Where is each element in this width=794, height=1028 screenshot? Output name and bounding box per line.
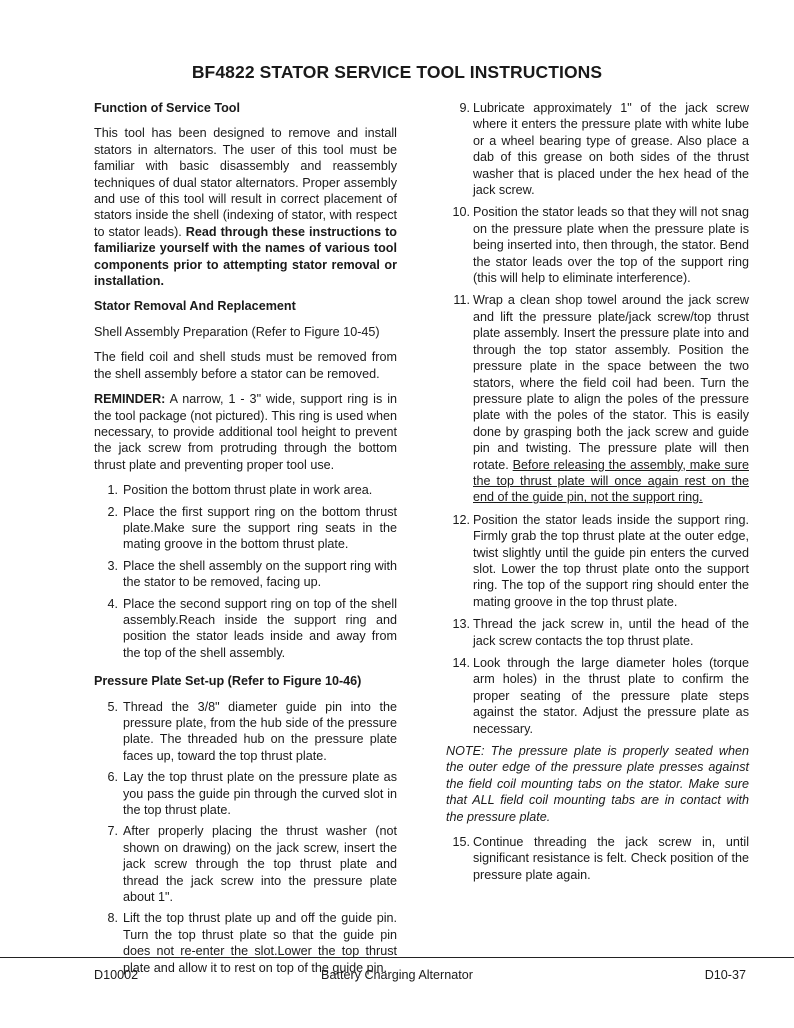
footer-divider: [0, 957, 794, 958]
footer-page-number: D10-37: [704, 968, 746, 982]
step-number: 1.: [107, 483, 118, 498]
reminder-text: A narrow, 1 - 3" wide, support ring is in the tool package (not pictured). This ring is used when necessary, to provide additional tool height to prevent the jack screw from protruding through the bottom thrust plate and preventing proper tool use.: [94, 392, 398, 472]
steps-list-a: [94, 482, 397, 661]
step-text: Place the shell assembly on the support ring with the stator to be removed, facing up.: [123, 558, 397, 590]
step-number: 9.: [459, 101, 470, 115]
setup-heading: Pressure Plate Set-up (Refer to Figure 10-46): [94, 674, 362, 689]
step-text: Thread the 3/8" diameter guide pin into the pressure plate, from the hub side of the pressure plate. The threaded hub on the pressure plate faces up, toward the top thrust plate.: [123, 699, 397, 763]
left-column: [94, 100, 397, 981]
function-paragraph: [94, 125, 397, 289]
step-number: 2.: [107, 504, 118, 519]
function-text: This tool has been designed to remove and install stators in alternators. The user of this tool must be familiar with basic disassembly and reassembly techniques of dual stator alternators. Proper assembly and use of this tool will result in correct placement of stators inside the shell (indexing of stator, with respect to stator leads).: [94, 126, 397, 239]
footer-section-title: Battery Charging Alternator: [321, 968, 473, 982]
step-text: Thread the jack screw in, until the head of the jack screw contacts the top thrust plate.: [473, 617, 749, 648]
step-text: Look through the large diameter holes (torque arm holes) in the thrust plate to confirm the proper seating of the pressure plate steps against the stator. Adjust the pressure plate as necessary.: [473, 656, 749, 736]
step-number: 5.: [107, 699, 118, 714]
step-item: [446, 834, 749, 883]
reminder-label: REMINDER:: [94, 392, 166, 407]
step-text: After properly placing the thrust washer (not shown on drawing) on the jack screw, insert the jack screw through the top thrust plate and thread the jack screw into the pressure plate about 1".: [123, 824, 397, 905]
step-item: [94, 558, 397, 591]
step-number: 15.: [452, 835, 470, 850]
step-number: 7.: [107, 824, 118, 839]
shell-prep-text: Shell Assembly Preparation (Refer to Figure 10-45): [94, 324, 380, 339]
step-number: 6.: [107, 770, 118, 785]
step-item: [446, 204, 749, 286]
step-text: Wrap a clean shop towel around the jack screw and lift the pressure plate/jack screw/top thrust plate assembly. Insert the pressure plate into and through the top stator assembly. Position the pressure plate in the space between the two stators, where the field coil had been. Turn the pressure plate to align the poles of the pressure plate with the poles of the stator. This is easily done by grasping both the jack screw and guide pin and twisting. The pressure plate will then rotate.: [473, 293, 749, 472]
right-column: [446, 100, 749, 888]
step-item: [94, 769, 397, 818]
step-item: [446, 512, 749, 610]
step-number: 4.: [107, 596, 118, 611]
page-title: BF4822 STATOR SERVICE TOOL INSTRUCTIONS: [191, 62, 603, 82]
step-number: 12.: [452, 512, 470, 527]
step-text: Position the stator leads so that they will not snag on the pressure plate when the pressure plate is being inserted into, then through, the stator. Bend the stator leads over the top of the support ring (this will help to eliminate interference).: [473, 205, 749, 286]
step-text: Place the first support ring on the bottom thrust plate.Make sure the support ring seats in the mating groove in the bottom thrust plate.: [123, 504, 397, 552]
step-number: 10.: [452, 205, 470, 220]
step-item: [94, 699, 397, 765]
step-item: [94, 910, 397, 976]
step-number: 8.: [107, 911, 118, 926]
step-text: Lubricate approximately 1" of the jack screw where it enters the pressure plate with white lube or a wheel bearing type of grease. Also place a dab of this grease on both sides of the thrust washer that is placed under the hex head of the jack screw.: [473, 101, 749, 198]
note-text: NOTE: The pressure plate is properly seated when the outer edge of the pressure plate presses against the field coil mounting tabs on the stator. Make sure that ALL field coil mounting tabs are in contact with the pressure plate.: [446, 744, 749, 824]
step-item: [446, 616, 749, 649]
reminder-paragraph: [94, 391, 397, 473]
step-item: [446, 655, 749, 737]
step-text: Lift the top thrust plate up and off the guide pin. Turn the top thrust plate so that the guide pin does not re-enter the slot.Lower the top thrust plate and allow it to rest on top of the guide pin.: [123, 911, 397, 975]
footer-doc-number: D10002: [94, 968, 139, 982]
step-underlined-text: Before releasing the assembly, make sure the top thrust plate will once again rest on the end of the guide pin, not the support ring.: [473, 457, 749, 505]
step-item: [446, 292, 749, 505]
step-item: [94, 482, 397, 498]
step-text: Position the bottom thrust plate in work area.: [123, 483, 373, 498]
step-text: Continue threading the jack screw in, until significant resistance is felt. Check position of the pressure plate again.: [473, 835, 749, 882]
step-number: 3.: [107, 558, 118, 573]
step-text: Place the second support ring on top of the shell assembly.Reach inside the support ring and position the stator leads inside and away from the top of the shell assembly.: [123, 596, 397, 660]
step-item: [94, 823, 397, 905]
step-item: [94, 596, 397, 662]
removal-heading: Stator Removal And Replacement: [94, 299, 296, 314]
steps-list-b: [94, 699, 397, 977]
step-text: Position the stator leads inside the support ring. Firmly grab the top thrust plate at the outer edge, twist slightly until the guide pin enters the curved slot. Lower the top thrust plate onto the support ring. The top of the support ring should enter the mating groove in the top thrust plate.: [473, 512, 749, 609]
function-bold-text: Read through these instructions to familiarize yourself with the names of various tool components prior to attempting stator removal or installation.: [94, 224, 397, 289]
step-item: [94, 504, 397, 553]
step-text: Lay the top thrust plate on the pressure plate as you pass the guide pin through the curved slot in the top thrust plate.: [123, 770, 397, 818]
step-number: 14.: [452, 656, 470, 670]
function-heading: Function of Service Tool: [94, 101, 241, 115]
field-coil-text: The field coil and shell studs must be removed from the shell assembly before a stator can be removed.: [94, 350, 397, 381]
step-number: 11.: [453, 293, 470, 308]
step-item: [446, 100, 749, 198]
step-number: 13.: [452, 617, 470, 632]
